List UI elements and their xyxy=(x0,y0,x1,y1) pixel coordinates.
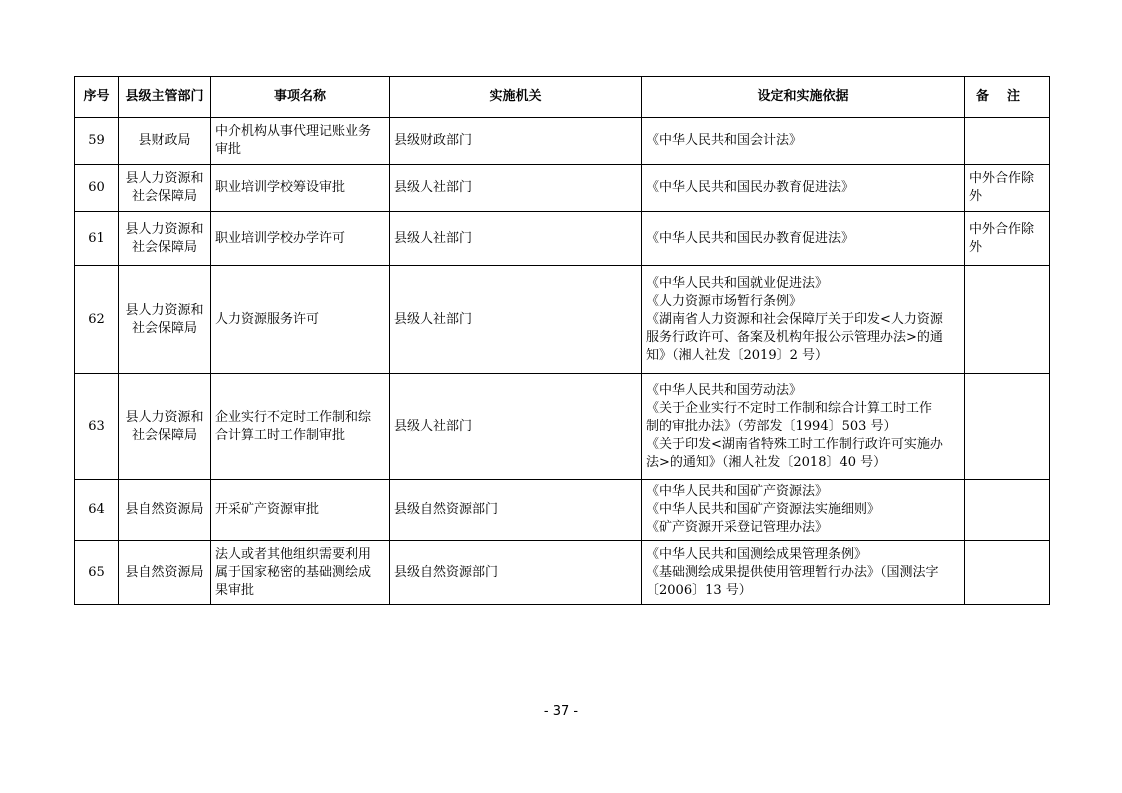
cell-legal-basis-line: 《人力资源市场暂行条例》 xyxy=(646,293,803,309)
cell-department-line: 社会保障局 xyxy=(131,189,197,204)
cell-item-name-line: 中介机构从事代理记账业务 xyxy=(215,124,372,139)
cell-legal-basis xyxy=(642,541,965,605)
cell-department-line: 社会保障局 xyxy=(131,427,197,443)
cell-serial-number: 60 xyxy=(75,165,119,212)
cell-legal-basis xyxy=(642,480,965,541)
table-body xyxy=(75,118,1050,605)
cell-legal-basis xyxy=(642,165,965,212)
cell-department-line: 县自然资源局 xyxy=(125,564,204,580)
cell-legal-basis-line: 《中华人民共和国矿产资源法》 xyxy=(646,484,829,499)
cell-legal-basis-line: 制的审批办法》（劳部发〔1994〕503 号） xyxy=(646,418,897,434)
cell-department-line: 县人力资源和 xyxy=(125,221,204,237)
cell-department xyxy=(119,374,211,480)
cell-legal-basis xyxy=(642,266,965,374)
table-row xyxy=(75,480,1050,541)
cell-implementing-agency: 县级人社部门 xyxy=(390,165,642,212)
cell-department-line: 县人力资源和 xyxy=(125,302,204,318)
cell-remarks-line: 外 xyxy=(969,189,983,204)
cell-implementing-agency: 县级人社部门 xyxy=(390,212,642,266)
cell-department-line: 县自然资源局 xyxy=(125,502,204,517)
header-remarks: 备注 xyxy=(965,77,1050,118)
cell-department xyxy=(119,212,211,266)
cell-legal-basis-line: 〔2006〕13 号） xyxy=(646,582,752,598)
cell-implementing-agency: 县级自然资源部门 xyxy=(390,480,642,541)
cell-department-line: 县人力资源和 xyxy=(125,171,204,186)
cell-item-name-line: 合计算工时工作制审批 xyxy=(215,427,346,443)
cell-legal-basis xyxy=(642,212,965,266)
cell-serial-number: 61 xyxy=(75,212,119,266)
cell-department xyxy=(119,541,211,605)
cell-legal-basis-line: 《基础测绘成果提供使用管理暂行办法》（国测法字 xyxy=(646,564,939,580)
cell-remarks-line: 中外合作除 xyxy=(969,171,1035,186)
cell-department xyxy=(119,165,211,212)
cell-implementing-agency: 县级自然资源部门 xyxy=(390,541,642,605)
cell-legal-basis-line: 《中华人民共和国会计法》 xyxy=(646,133,803,148)
cell-department xyxy=(119,118,211,165)
cell-legal-basis-line: 《中华人民共和国民办教育促进法》 xyxy=(646,180,855,195)
cell-legal-basis-line: 知》（湘人社发〔2019〕2 号） xyxy=(646,347,828,363)
table-row xyxy=(75,266,1050,374)
cell-remarks xyxy=(965,541,1050,605)
cell-department-line: 县人力资源和 xyxy=(125,409,204,425)
header-serial-number: 序号 xyxy=(75,77,119,118)
cell-department xyxy=(119,266,211,374)
table-row xyxy=(75,118,1050,165)
cell-legal-basis-line: 《中华人民共和国矿产资源法实施细则》 xyxy=(646,502,881,517)
cell-legal-basis-line: 法>的通知》（湘人社发〔2018〕40 号） xyxy=(646,454,887,470)
table-header-row xyxy=(75,77,1050,118)
cell-remarks-line: 中外合作除 xyxy=(969,221,1035,237)
cell-legal-basis-line: 《中华人民共和国测绘成果管理条例》 xyxy=(646,546,868,562)
cell-department-line: 县财政局 xyxy=(138,133,191,148)
cell-item-name xyxy=(211,266,390,374)
cell-item-name-line: 审批 xyxy=(215,142,242,157)
header-legal-basis: 设定和实施依据 xyxy=(642,77,965,118)
page-number: - 37 - xyxy=(543,704,579,719)
cell-legal-basis-line: 《矿产资源开采登记管理办法》 xyxy=(646,520,829,535)
cell-remarks-line: 外 xyxy=(969,239,983,255)
cell-item-name xyxy=(211,165,390,212)
cell-serial-number: 64 xyxy=(75,480,119,541)
cell-remarks xyxy=(965,118,1050,165)
cell-item-name-line: 属于国家秘密的基础测绘成 xyxy=(215,564,372,580)
cell-serial-number: 62 xyxy=(75,266,119,374)
cell-item-name-line: 企业实行不定时工作制和综 xyxy=(215,409,372,425)
cell-department-line: 社会保障局 xyxy=(131,239,197,255)
cell-remarks xyxy=(965,212,1050,266)
cell-legal-basis-line: 《中华人民共和国就业促进法》 xyxy=(646,275,829,291)
cell-legal-basis-line: 《湖南省人力资源和社会保障厅关于印发<人力资源 xyxy=(646,311,943,327)
cell-remarks xyxy=(965,374,1050,480)
approval-items-table xyxy=(74,76,1050,605)
cell-implementing-agency: 县级财政部门 xyxy=(390,118,642,165)
cell-item-name-line: 果审批 xyxy=(215,582,255,598)
cell-item-name xyxy=(211,212,390,266)
cell-item-name xyxy=(211,118,390,165)
cell-serial-number: 59 xyxy=(75,118,119,165)
cell-remarks xyxy=(965,165,1050,212)
cell-item-name xyxy=(211,541,390,605)
table-row xyxy=(75,541,1050,605)
cell-item-name-line: 职业培训学校筹设审批 xyxy=(215,180,346,195)
cell-legal-basis xyxy=(642,374,965,480)
cell-item-name-line: 人力资源服务许可 xyxy=(215,311,320,327)
cell-item-name-line: 职业培训学校办学许可 xyxy=(215,230,346,246)
cell-remarks xyxy=(965,266,1050,374)
cell-implementing-agency: 县级人社部门 xyxy=(390,266,642,374)
header-department: 县级主管部门 xyxy=(119,77,211,118)
cell-department-line: 社会保障局 xyxy=(131,320,197,336)
table-row xyxy=(75,374,1050,480)
table-row xyxy=(75,212,1050,266)
cell-item-name xyxy=(211,374,390,480)
cell-legal-basis-line: 《中华人民共和国劳动法》 xyxy=(646,382,803,398)
header-item-name: 事项名称 xyxy=(211,77,390,118)
cell-legal-basis-line: 《关于企业实行不定时工作制和综合计算工时工作 xyxy=(646,400,933,416)
cell-item-name-line: 开采矿产资源审批 xyxy=(215,502,320,517)
cell-remarks xyxy=(965,480,1050,541)
cell-legal-basis xyxy=(642,118,965,165)
cell-serial-number: 63 xyxy=(75,374,119,480)
header-implementing-agency: 实施机关 xyxy=(390,77,642,118)
cell-implementing-agency: 县级人社部门 xyxy=(390,374,642,480)
cell-legal-basis-line: 《中华人民共和国民办教育促进法》 xyxy=(646,230,855,246)
table-row xyxy=(75,165,1050,212)
cell-item-name-line: 法人或者其他组织需要利用 xyxy=(215,546,372,562)
cell-department xyxy=(119,480,211,541)
cell-legal-basis-line: 服务行政许可、备案及机构年报公示管理办法>的通 xyxy=(646,329,943,345)
cell-serial-number: 65 xyxy=(75,541,119,605)
cell-item-name xyxy=(211,480,390,541)
cell-legal-basis-line: 《关于印发<湖南省特殊工时工作制行政许可实施办 xyxy=(646,436,943,452)
